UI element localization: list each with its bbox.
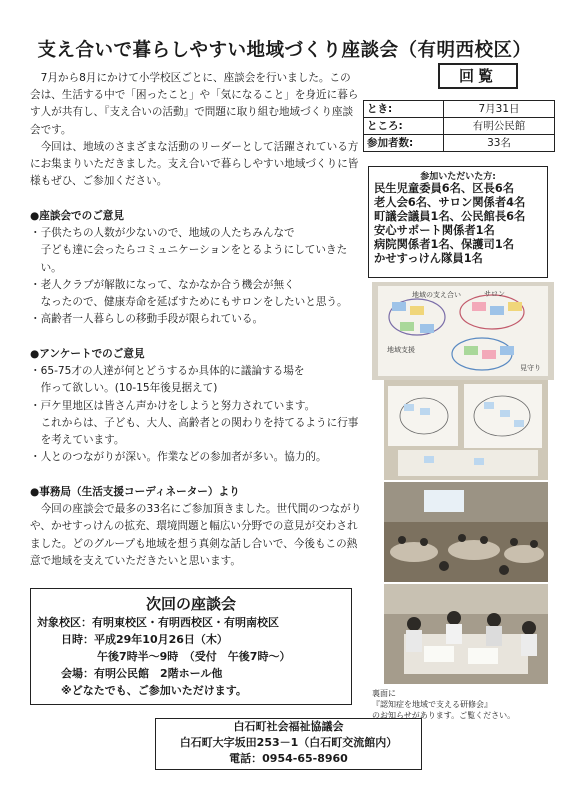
next-venue: 会場：有明公民館 2階ホール他: [61, 667, 223, 680]
participants-box: [368, 166, 548, 278]
board-note: 地域支援: [387, 346, 415, 354]
participants-line: 老人会6名、サロン関係者4名: [374, 196, 526, 209]
list-item: [30, 449, 365, 466]
item-text: ・子供たちの人数が少ないので、地域の人たちみんなで: [30, 227, 295, 240]
list-item: [30, 277, 365, 311]
next-meeting-box: [30, 588, 352, 705]
next-meeting-title: 次回の座談会: [145, 595, 236, 613]
board-note: サロン: [484, 290, 505, 298]
item-text: 作って欲しい。(10-15年後見据えて): [40, 382, 218, 395]
participants-line: 安心サポート関係者1名: [374, 224, 495, 237]
office-message: 今回の座談会で最多の33名にご参加頂きました。世代間のつながりや、かせすっけんの拡充、環境問題と幅広い分野での意見が交わされました。どのグループも地域を想う真剣な話し合いで、今後もこの熱意で地域を支えていただきたいと思います。: [30, 503, 362, 567]
where-value: 有明公民館: [472, 120, 526, 132]
page-title: 支え合いで暮らしやすい地域づくり座談会（有明西校区）: [37, 40, 532, 61]
section-heading: ●座談会でのご意見: [30, 210, 124, 222]
meeting-info-table: [363, 100, 555, 152]
list-item: [30, 363, 365, 397]
meeting-hall-photo-illustration: [384, 482, 548, 582]
count-value: 33名: [487, 137, 511, 149]
when-label: とき:: [364, 101, 444, 117]
next-time: 午後7時半～9時 （受付 午後7時～）: [97, 650, 291, 663]
item-text: なったので、健康寿命を延ばすためにもサロンをしたいと思う。: [40, 296, 348, 309]
participants-line: 病院関係者1名、保護司1名: [374, 238, 514, 251]
item-text: ・老人クラブが解散になって、なかなか合う機会が無く: [30, 278, 295, 291]
back-note-line: 『認知症を地域で支える研修会』: [372, 700, 492, 709]
section-heading: ●事務局（生活支援コーディネーター）より: [30, 486, 240, 498]
item-text: ・高齢者一人暮らしの移動手段が限られている。: [30, 313, 264, 326]
board-note: 地域の支え合い: [412, 291, 461, 299]
board-note: 見守り: [520, 364, 541, 372]
next-date: 日時：平成29年10月26日（木）: [61, 633, 228, 646]
list-item: [30, 311, 365, 328]
section-heading: ●アンケートでのご意見: [30, 348, 145, 360]
item-text: ・戸ケ里地区は皆さん声かけをしようと努力されています。: [30, 399, 316, 412]
footer-address: 白石町大字坂田253－1（白石町交流館内）: [179, 736, 398, 749]
section-opinions: [30, 208, 365, 328]
footer-phone: 電話：0954-65-8960: [229, 752, 348, 765]
photo-group-discussion: [384, 584, 548, 684]
section-office: [30, 484, 365, 570]
item-text: 子ども達に会ったらコミュニケーションをとるようにしていきたい。: [40, 244, 348, 274]
circulation-stamp: 回覧: [438, 63, 518, 89]
next-note: ※どなたでも、ご参加いただけます。: [61, 684, 247, 697]
photo-paper-notes: [384, 380, 548, 480]
footer-org: 白石町社会福祉協議会: [233, 720, 344, 733]
photo-meeting-hall: [384, 482, 548, 582]
back-note-line: 裏面に: [372, 689, 396, 698]
when-value: 7月31日: [478, 103, 520, 115]
next-target: 対象校区：有明東校区・有明西校区・有明南校区: [37, 616, 279, 629]
item-text: これからは、子ども、大人、高齢者との関わりを持てるように行事を考えています。: [40, 416, 359, 447]
intro-paragraph-1: 7月から8月にかけて小学校区ごとに、座談会を行いました。この会は、生活する中で「困ったこと」や「気になること」を身近に暮らす人が共有し、『支え合いの活動』で問題に取り組む地域づくり座談会です。: [30, 72, 359, 136]
participants-line: かせすっけん隊員1名: [374, 252, 483, 265]
list-item: [30, 398, 365, 450]
participants-heading: 参加いただいた方:: [420, 172, 496, 182]
item-text: ・人とのつながりが深い。作業などの参加者が多い。協力的。: [30, 451, 327, 464]
section-survey: [30, 346, 365, 466]
intro-text: [30, 70, 360, 190]
participants-line: 民生児童委員6名、区長6名: [374, 182, 514, 195]
participants-line: 町議会議員1名、公民館長6名: [374, 210, 526, 223]
list-item: [30, 225, 365, 277]
group-discussion-photo-illustration: [384, 584, 548, 684]
back-note-line: のお知らせがあります。ご覧ください。: [372, 711, 516, 720]
paper-notes-photo-illustration: [384, 380, 548, 480]
intro-paragraph-2: 今回は、地域のさまざまな活動のリーダーとして活躍されている方にお集まりいただきました。支え合いで暮らしやすい地域づくりに皆様もぜひ、ご参加ください。: [30, 140, 359, 188]
back-page-note: [372, 688, 552, 721]
photo-whiteboard: [372, 282, 554, 380]
where-label: ところ:: [364, 118, 444, 134]
organization-footer: [155, 718, 422, 770]
count-label: 参加者数:: [364, 135, 444, 151]
whiteboard-photo-illustration: [372, 282, 554, 380]
item-text: ・65-75才の人達が何とどうするか具体的に議論する場を: [30, 365, 305, 378]
